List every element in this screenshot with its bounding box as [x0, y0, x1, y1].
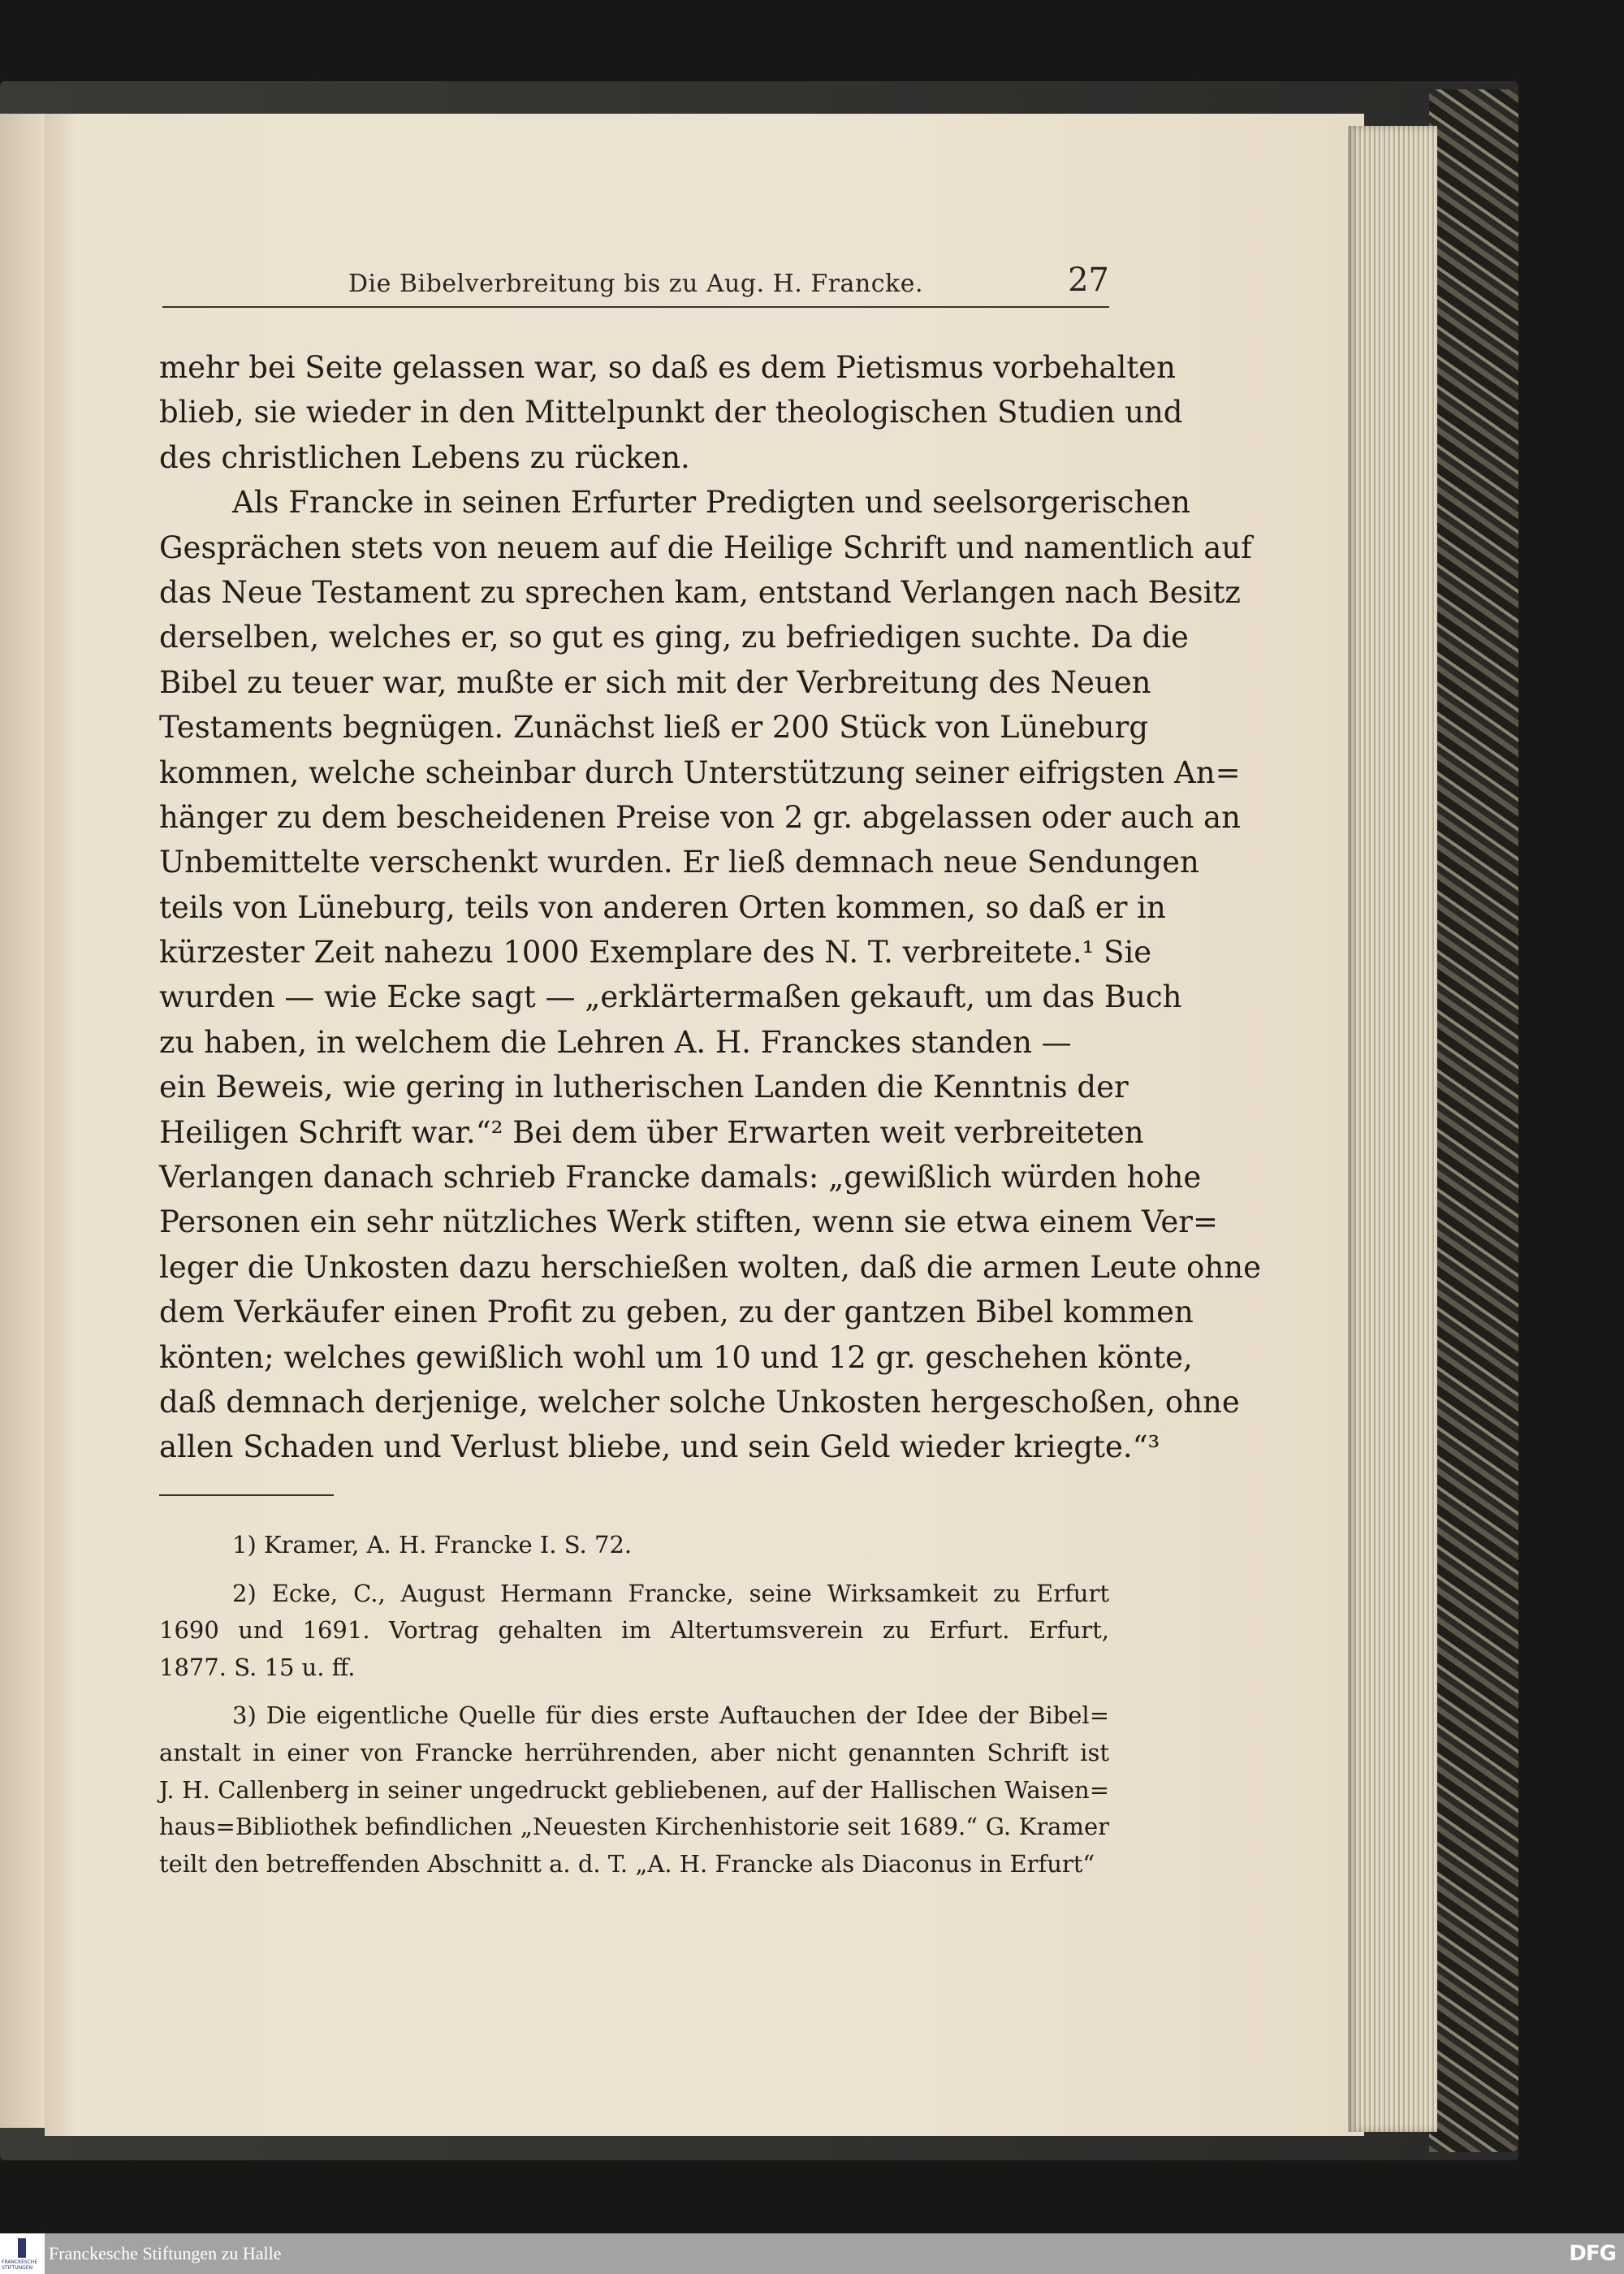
footnote-rule	[159, 1494, 334, 1496]
text-line: derselben, welches er, so gut es ging, zu befriedigen suchte. Da die	[159, 620, 1189, 655]
text-line: dem Verkäufer einen Profit zu geben, zu der gantzen Bibel kommen	[159, 1295, 1194, 1330]
footnote-2	[159, 1576, 1109, 1687]
text-line: Personen ein sehr nützliches Werk stiften, wenn sie etwa einem Ver=	[159, 1204, 1218, 1240]
logo-figure-icon	[18, 2238, 26, 2258]
footnote-line: J. H. Callenberg in seiner ungedruckt gebliebenen, auf der Hallischen Waisen=	[159, 1775, 1109, 1804]
text-line: Heiligen Schrift war.“² Bei dem über Erwarten weit verbreiteten	[159, 1114, 1144, 1150]
text-line: daß demnach derjenige, welcher solche Unkosten hergeschoßen, ohne	[159, 1384, 1240, 1420]
text-line: Testaments begnügen. Zunächst ließ er 200 Stück von Lüneburg	[159, 710, 1149, 746]
footnote-line: 3) Die eigentliche Quelle für dies erste Auftauchen der Idee der Bibel=	[232, 1701, 1109, 1730]
institution-name: Franckesche Stiftungen zu Halle	[49, 2243, 282, 2263]
text-line: leger die Unkosten dazu herschießen wolten, daß die armen Leute ohne	[159, 1249, 1261, 1285]
text-line: blieb, sie wieder in den Mittelpunkt der theologischen Studien und	[159, 395, 1183, 430]
logo-caption: FRANCKESCHE STIFTUNGEN	[2, 2259, 38, 2271]
footnotes	[159, 1527, 1109, 1894]
institution-logo	[0, 2233, 45, 2274]
footnote-line: anstalt in einer von Francke herrührenden, aber nicht genannten Schrift ist	[159, 1738, 1109, 1766]
text-line: kürzester Zeit nahezu 1000 Exemplare des N. T. verbreitete.¹ Sie	[159, 935, 1152, 971]
footnote-line: 1877. S. 15 u. ff.	[159, 1653, 356, 1681]
text-line: Gesprächen stets von neuem auf die Heilige Schrift und namentlich auf	[159, 530, 1252, 565]
text-line: mehr bei Seite gelassen war, so daß es dem Pietismus vorbehalten	[159, 350, 1176, 385]
text-line: Verlangen danach schrieb Francke damals: „gewißlich würden hohe	[159, 1160, 1202, 1195]
text-line: wurden — wie Ecke sagt — „erklärtermaßen gekauft, um das Buch	[159, 979, 1182, 1015]
header-rule	[162, 306, 1109, 308]
footnote-3	[159, 1697, 1109, 1883]
body-text	[159, 345, 1261, 1470]
page-number: 27	[1068, 262, 1109, 299]
footnote-line: haus=Bibliothek befindlichen „Neuesten Kirchenhistorie seit 1689.“ G. Kramer	[159, 1813, 1109, 1841]
marbled-cover-edge	[1429, 89, 1518, 2152]
footnote-1	[159, 1527, 1109, 1564]
text-line: das Neue Testament zu sprechen kam, entstand Verlangen nach Besitz	[159, 574, 1241, 610]
text-line: Bibel zu teuer war, mußte er sich mit der Verbreitung des Neuen	[159, 664, 1151, 700]
text-line: allen Schaden und Verlust bliebe, und sein Geld wieder kriegte.“³	[159, 1429, 1160, 1465]
running-header	[162, 262, 1109, 302]
text-line: des christlichen Lebens zu rücken.	[159, 439, 690, 475]
text-line: hänger zu dem bescheidenen Preise von 2 gr. abgelassen oder auch an	[159, 799, 1241, 835]
text-line: Als Francke in seinen Erfurter Predigten und seelsorgerischen	[232, 485, 1191, 521]
footer-bar	[0, 2233, 1624, 2274]
footnote-line: 1690 und 1691. Vortrag gehalten im Altertumsverein zu Erfurt. Erfurt,	[159, 1616, 1109, 1645]
footnote-line: 1) Kramer, A. H. Francke I. S. 72.	[232, 1531, 633, 1559]
running-title: Die Bibelverbreitung bis zu Aug. H. Francke.	[348, 270, 924, 298]
text-line: teils von Lüneburg, teils von anderen Orten kommen, so daß er in	[159, 889, 1166, 925]
left-page-edge	[0, 114, 45, 2128]
text-line: zu haben, in welchem die Lehren A. H. Franckes standen —	[159, 1024, 1072, 1060]
footnote-line: teilt den betreffenden Abschnitt a. d. T. „A. H. Francke als Diaconus in Erfurt“	[159, 1849, 1095, 1878]
text-line: könten; welches gewißlich wohl um 10 und 12 gr. geschehen könte,	[159, 1339, 1193, 1375]
dfg-logo: DFG	[1569, 2242, 1616, 2266]
text-line: Unbemittelte verschenkt wurden. Er ließ demnach neue Sendungen	[159, 845, 1199, 880]
page-edges	[1348, 126, 1437, 2132]
footnote-line: 2) Ecke, C., August Hermann Francke, seine Wirksamkeit zu Erfurt	[232, 1579, 1109, 1607]
text-line: ein Beweis, wie gering in lutherischen Landen die Kenntnis der	[159, 1070, 1129, 1105]
text-line: kommen, welche scheinbar durch Unterstützung seiner eifrigsten An=	[159, 754, 1241, 790]
